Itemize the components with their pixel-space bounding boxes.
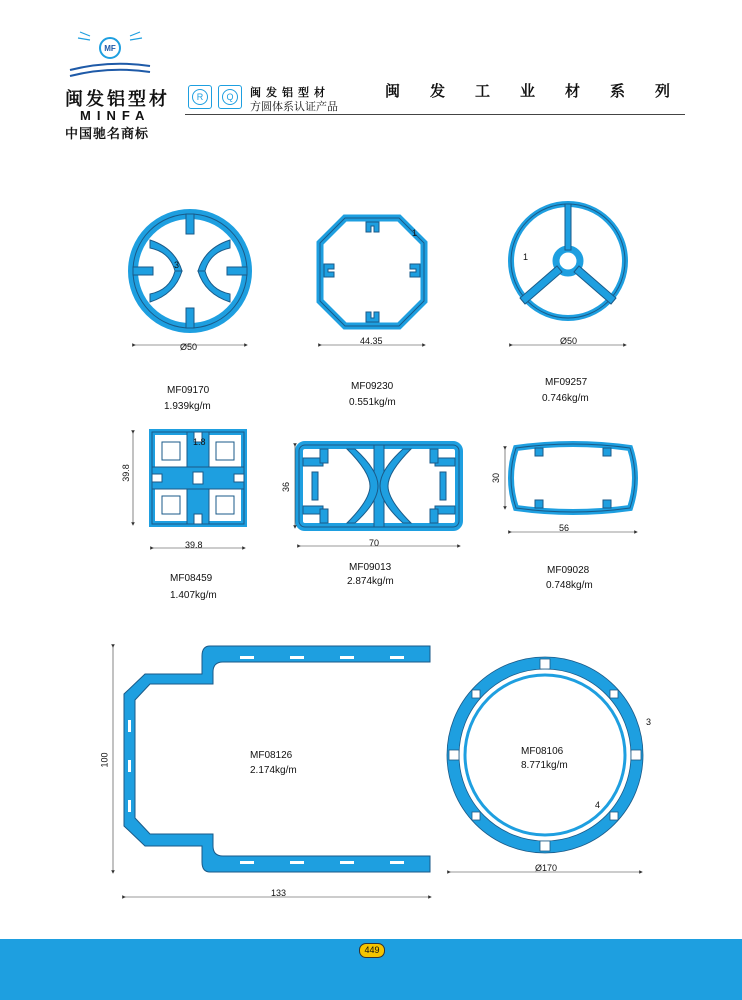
profile-weight: 8.771kg/m (521, 760, 568, 771)
profile-code: MF08459 (170, 573, 213, 584)
brand-tagline: 中国驰名商标 (65, 126, 150, 141)
profile-mf09170 (133, 214, 247, 328)
profile-mf09257 (511, 204, 625, 318)
dim-label: 133 (271, 888, 287, 898)
dim-label: 39.8 (185, 540, 203, 550)
dim-label: 1 (412, 228, 418, 238)
dim-label: 30 (491, 472, 502, 484)
dim-label: 44.35 (360, 336, 383, 346)
dim-label: 36 (281, 481, 292, 493)
brand-name-cn: 闽发铝型材 (65, 89, 170, 109)
profile-mf09230 (320, 218, 424, 326)
profile-code: MF09013 (349, 562, 392, 573)
profile-code: MF09028 (547, 565, 590, 576)
dim-label: 3 (646, 717, 652, 727)
profile-weight: 0.551kg/m (349, 397, 396, 408)
svg-text:MF: MF (104, 44, 116, 53)
dim-label: 70 (369, 538, 380, 548)
profile-mf09013 (299, 445, 459, 527)
profile-mf09028 (511, 444, 635, 512)
dim-label: 1 (523, 252, 529, 262)
dim-label: 4 (595, 800, 601, 810)
dim-label: Ø170 (535, 863, 558, 873)
profile-weight: 2.174kg/m (250, 765, 297, 776)
profile-weight: 1.407kg/m (170, 590, 217, 601)
dim-label: 39.8 (120, 464, 131, 482)
page-number: 449 (359, 943, 385, 958)
dim-label: 56 (559, 523, 570, 533)
cert-line-2: 方圆体系认证产品 (250, 101, 338, 113)
dim-label: Ø50 (560, 336, 578, 346)
series-title: 闽发工业材系列 (385, 84, 701, 100)
profile-weight: 0.746kg/m (542, 393, 589, 404)
profile-weight: 1.939kg/m (164, 401, 211, 412)
profile-code: MF08126 (250, 750, 293, 761)
profile-code: MF09257 (545, 377, 588, 388)
profile-weight: 2.874kg/m (347, 576, 394, 587)
dim-label: 1.8 (193, 437, 206, 447)
profile-code: MF09230 (351, 381, 394, 392)
dim-label: 3 (174, 260, 180, 270)
cert-badge-r: R (188, 85, 212, 109)
profile-code: MF09170 (167, 385, 210, 396)
profile-weight: 0.748kg/m (546, 580, 593, 591)
cert-badge-q: Q (218, 85, 242, 109)
dim-label: Ø50 (180, 342, 198, 352)
brand-name-en: MINFA (80, 108, 151, 123)
profile-code: MF08106 (521, 746, 564, 757)
dim-label: 100 (99, 752, 110, 768)
cert-line-1: 闽发铝型材 (250, 87, 330, 99)
